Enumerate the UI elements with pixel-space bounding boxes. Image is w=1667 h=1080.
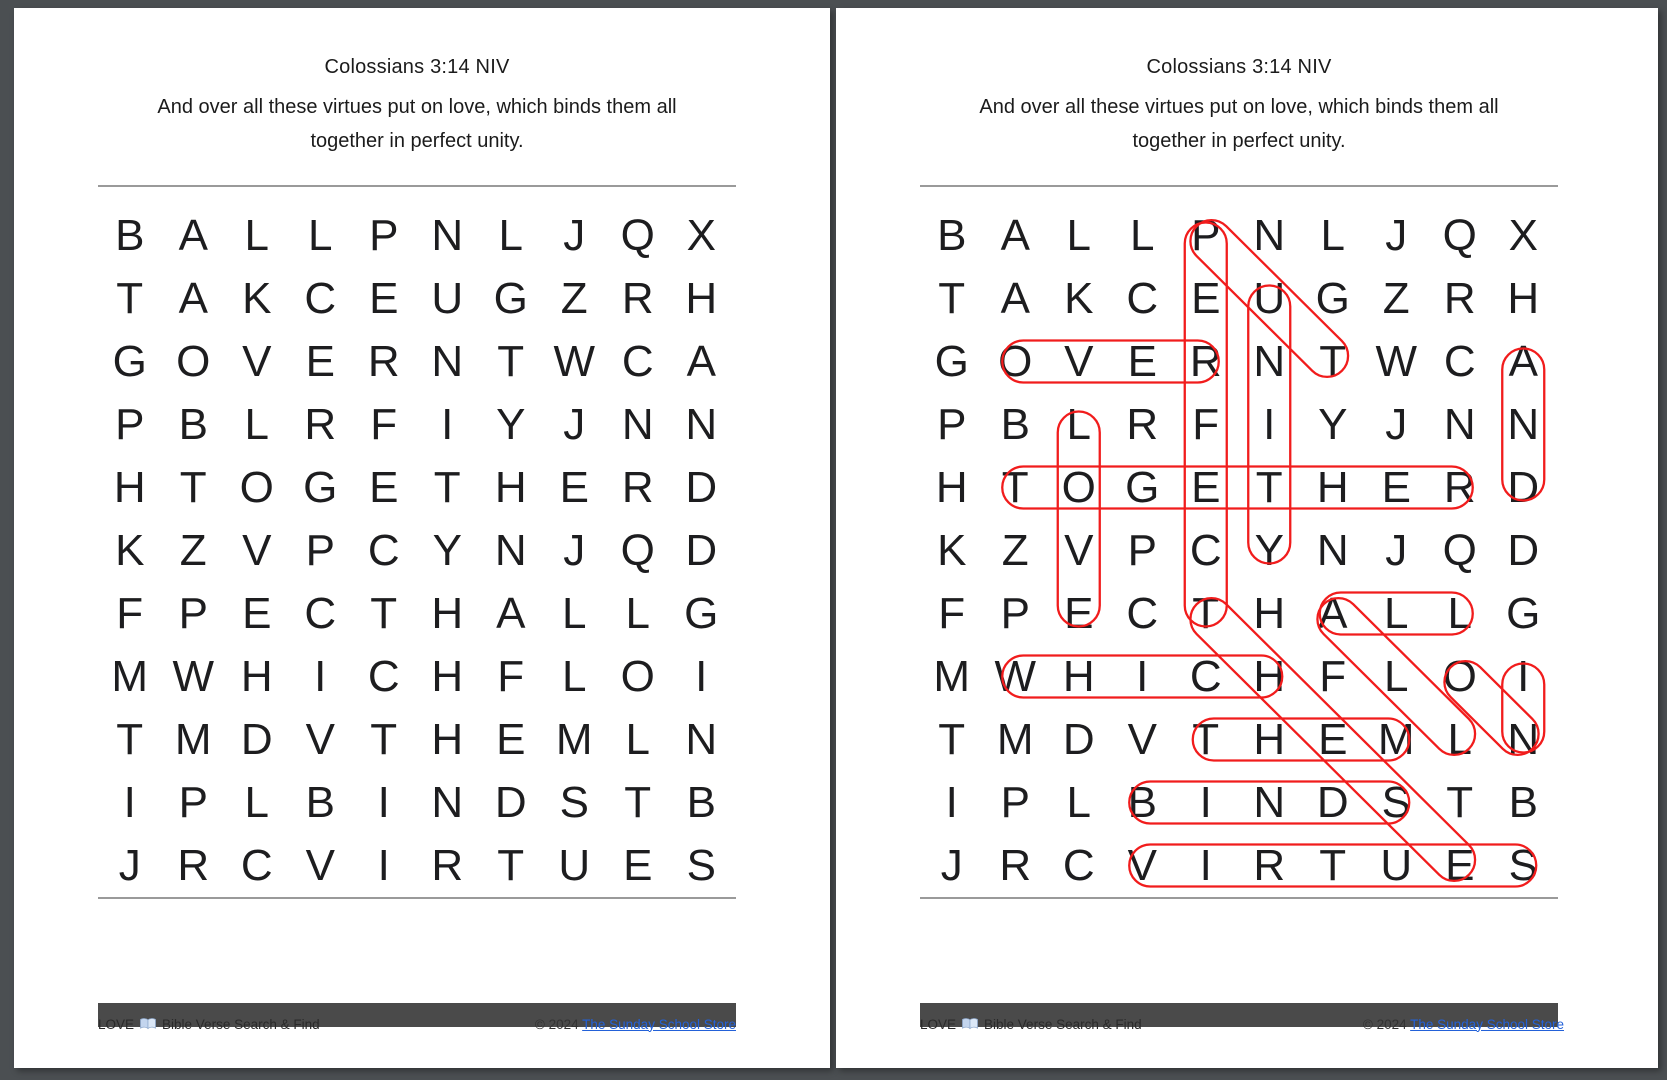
grid-letter: R <box>1126 399 1159 449</box>
grid-letter: I <box>377 840 390 890</box>
grid-letter: O <box>620 651 655 701</box>
grid-letter: H <box>113 462 146 512</box>
grid-letter: L <box>244 777 269 827</box>
grid-letter: D <box>494 777 527 827</box>
grid-letter: A <box>1318 588 1348 638</box>
grid-letter: L <box>244 210 269 260</box>
grid-letter: I <box>1136 651 1149 701</box>
grid-letter: I <box>1517 651 1530 701</box>
grid-letter: E <box>242 588 272 638</box>
grid-letter: D <box>685 525 718 575</box>
grid-letter: N <box>1507 399 1540 449</box>
grid-letter: P <box>115 399 145 449</box>
grid-letter: E <box>1318 714 1348 764</box>
grid-letter: Y <box>496 399 526 449</box>
grid-letter: N <box>685 714 718 764</box>
grid-letter: C <box>1126 588 1159 638</box>
grid-letter: A <box>1508 336 1538 386</box>
footer-title-prefix: LOVE <box>98 1016 135 1032</box>
grid-letter: I <box>1263 399 1276 449</box>
grid-letter: U <box>431 273 464 323</box>
grid-letter: M <box>111 651 149 701</box>
grid-letter: M <box>996 714 1034 764</box>
grid-letter: I <box>377 777 390 827</box>
grid-letter: E <box>1191 462 1221 512</box>
grid-letter: N <box>1443 399 1476 449</box>
grid-letter: I <box>695 651 708 701</box>
grid-letter: B <box>937 210 967 260</box>
grid-letter: V <box>1064 525 1094 575</box>
grid-letter: R <box>1253 840 1286 890</box>
grid-letter: O <box>998 336 1033 386</box>
grid-letter: B <box>115 210 145 260</box>
grid-letter: C <box>1189 651 1222 701</box>
grid-letter: J <box>563 210 586 260</box>
grid-letter: E <box>559 462 589 512</box>
grid-letter: R <box>367 336 400 386</box>
word-search-grid <box>98 204 733 897</box>
grid-letter: I <box>945 777 958 827</box>
grid-letter: W <box>172 651 215 701</box>
grid-letter: R <box>999 840 1032 890</box>
word-highlight-put <box>1182 211 1357 385</box>
grid-letter: P <box>1127 525 1157 575</box>
grid-letter: R <box>177 840 210 890</box>
verse-line-2: together in perfect unity. <box>310 130 524 152</box>
grid-letter: P <box>178 588 208 638</box>
grid-letter: B <box>305 777 335 827</box>
grid-letter: T <box>1319 840 1347 890</box>
grid-letter: U <box>1380 840 1413 890</box>
grid-letter: U <box>1253 273 1286 323</box>
word-search-grid-area <box>98 204 733 897</box>
grid-letter: L <box>1384 588 1409 638</box>
grid-letter: N <box>1253 777 1286 827</box>
grid-letter: T <box>116 273 144 323</box>
grid-letter: T <box>497 336 525 386</box>
grid-letter: C <box>367 651 400 701</box>
grid-letter: I <box>1199 777 1212 827</box>
grid-letter: H <box>494 462 527 512</box>
grid-letter: B <box>686 777 716 827</box>
footer-title <box>920 1017 1142 1032</box>
grid-letter: Q <box>620 525 655 575</box>
footer-store-link[interactable]: The Sunday School Store <box>582 1016 736 1032</box>
grid-letter: V <box>242 525 272 575</box>
grid-letter: C <box>621 336 654 386</box>
grid-letter: E <box>623 840 653 890</box>
grid-letter: J <box>1385 399 1408 449</box>
word-highlight-on <box>1436 652 1548 763</box>
grid-letter: N <box>1253 336 1286 386</box>
grid-letter: N <box>494 525 527 575</box>
grid-letter: N <box>431 210 464 260</box>
grid-letter: H <box>431 714 464 764</box>
grid-letter: L <box>1130 210 1155 260</box>
grid-letter: M <box>1377 714 1415 764</box>
grid-letter: H <box>1062 651 1095 701</box>
grid-letter: E <box>369 462 399 512</box>
grid-letter: A <box>1000 273 1030 323</box>
grid-letter: E <box>305 336 335 386</box>
grid-letter: H <box>1507 273 1540 323</box>
grid-letter: L <box>562 651 587 701</box>
grid-letter: P <box>178 777 208 827</box>
grid-letter: A <box>686 336 716 386</box>
footer-title-suffix: Bible Verse Search & Find <box>162 1016 320 1032</box>
grid-letter: G <box>1506 588 1541 638</box>
grid-letter: N <box>1316 525 1349 575</box>
grid-letter: Q <box>620 210 655 260</box>
grid-letter: T <box>1001 462 1029 512</box>
grid-letter: T <box>179 462 207 512</box>
verse-line-1: And over all these virtues put on love, which binds them all <box>157 96 677 118</box>
grid-letter: V <box>1127 714 1157 764</box>
grid-letter: O <box>1061 462 1096 512</box>
grid-letter: K <box>115 525 145 575</box>
word-highlight-over <box>1002 341 1219 383</box>
grid-letter: L <box>1066 777 1091 827</box>
grid-letter: H <box>431 651 464 701</box>
grid-letter: V <box>305 840 335 890</box>
copyright-year: © 2024 <box>1362 1016 1407 1032</box>
grid-letter: G <box>1315 273 1350 323</box>
grid-letter: F <box>497 651 525 701</box>
grid-letter: T <box>497 840 525 890</box>
divider-top <box>98 185 736 187</box>
grid-letter: L <box>1066 210 1091 260</box>
grid-letter: D <box>685 462 718 512</box>
grid-letter: K <box>937 525 967 575</box>
grid-letter: L <box>244 399 269 449</box>
grid-letter: G <box>684 588 719 638</box>
grid-letter: E <box>1445 840 1475 890</box>
grid-letter: I <box>441 399 454 449</box>
page-footer <box>98 1012 736 1036</box>
grid-letter: E <box>1127 336 1157 386</box>
grid-letter: J <box>940 840 963 890</box>
grid-letter: S <box>1508 840 1538 890</box>
grid-letter: F <box>1192 399 1220 449</box>
copyright-year: © 2024 <box>534 1016 579 1032</box>
word-highlight-and <box>1502 349 1544 501</box>
grid-letter: A <box>1000 210 1030 260</box>
grid-letter: J <box>563 525 586 575</box>
grid-letter: J <box>1385 525 1408 575</box>
grid-letter: R <box>621 462 654 512</box>
grid-letter: A <box>178 210 208 260</box>
footer-store-link[interactable]: The Sunday School Store <box>1410 1016 1564 1032</box>
grid-letter: R <box>621 273 654 323</box>
grid-letter: Z <box>1001 525 1029 575</box>
grid-letter: E <box>1381 462 1411 512</box>
grid-letter: I <box>123 777 136 827</box>
grid-letter: B <box>1508 777 1538 827</box>
grid-letter: E <box>496 714 526 764</box>
grid-letter: F <box>938 588 966 638</box>
grid-letter: F <box>370 399 398 449</box>
grid-letter: V <box>242 336 272 386</box>
grid-letter: O <box>239 462 274 512</box>
verse-line-2: together in perfect unity. <box>1132 130 1346 152</box>
grid-letter: G <box>112 336 147 386</box>
grid-letter: V <box>1064 336 1094 386</box>
verse-line-1: And over all these virtues put on love, which binds them all <box>979 96 1499 118</box>
grid-letter: F <box>116 588 144 638</box>
open-book-icon <box>961 1017 979 1031</box>
grid-letter: P <box>369 210 399 260</box>
grid-letter: L <box>498 210 523 260</box>
grid-letter: N <box>431 336 464 386</box>
grid-letter: V <box>1127 840 1157 890</box>
grid-letter: N <box>621 399 654 449</box>
grid-letter: D <box>1316 777 1349 827</box>
grid-letter: T <box>1192 588 1220 638</box>
grid-letter: C <box>240 840 273 890</box>
footer-title <box>98 1017 320 1032</box>
grid-letter: R <box>304 399 337 449</box>
grid-letter: T <box>433 462 461 512</box>
verse-text <box>900 90 1578 158</box>
grid-letter: P <box>937 399 967 449</box>
grid-letter: C <box>1189 525 1222 575</box>
grid-letter: T <box>624 777 652 827</box>
grid-letter: D <box>1507 462 1540 512</box>
grid-letter: M <box>555 714 593 764</box>
solution-overlay <box>920 204 1555 897</box>
grid-letter: D <box>1507 525 1540 575</box>
grid-letter: U <box>558 840 591 890</box>
grid-letter: H <box>431 588 464 638</box>
page-footer <box>920 1012 1564 1036</box>
grid-letter: R <box>1189 336 1222 386</box>
verse-text <box>78 90 756 158</box>
grid-letter: D <box>240 714 273 764</box>
grid-letter: C <box>1126 273 1159 323</box>
grid-letter: T <box>116 714 144 764</box>
grid-letter: T <box>370 588 398 638</box>
grid-letter: A <box>178 273 208 323</box>
grid-letter: J <box>563 399 586 449</box>
grid-letter: N <box>1253 210 1286 260</box>
grid-letter: V <box>305 714 335 764</box>
grid-letter: H <box>685 273 718 323</box>
grid-letter: T <box>1255 462 1283 512</box>
grid-letter: H <box>1316 462 1349 512</box>
footer-title-suffix: Bible Verse Search & Find <box>984 1016 1142 1032</box>
grid-letter: S <box>1381 777 1411 827</box>
grid-letter: G <box>493 273 528 323</box>
grid-letter: L <box>562 588 587 638</box>
grid-letter: J <box>118 840 141 890</box>
grid-letter: L <box>625 588 650 638</box>
grid-letter: L <box>1320 210 1345 260</box>
divider-bottom <box>920 897 1558 899</box>
grid-letter: N <box>431 777 464 827</box>
grid-letter: X <box>686 210 716 260</box>
grid-letter: H <box>1253 651 1286 701</box>
grid-letter: G <box>934 336 969 386</box>
grid-letter: S <box>559 777 589 827</box>
grid-letter: C <box>304 273 337 323</box>
grid-letter: N <box>1507 714 1540 764</box>
grid-letter: E <box>1191 273 1221 323</box>
puzzle-page <box>14 8 830 1068</box>
grid-letter: N <box>685 399 718 449</box>
grid-letter: B <box>1127 777 1157 827</box>
grid-letter: G <box>303 462 338 512</box>
word-highlight-love <box>1058 412 1100 627</box>
footer-title-prefix: LOVE <box>920 1016 957 1032</box>
grid-letter: E <box>1064 588 1094 638</box>
grid-letter: L <box>1066 399 1091 449</box>
divider-top <box>920 185 1558 187</box>
grid-letter: X <box>1508 210 1538 260</box>
grid-letter: A <box>496 588 526 638</box>
grid-letter: Q <box>1442 525 1477 575</box>
grid-letter: L <box>625 714 650 764</box>
page-title: Colossians 3:14 NIV <box>1146 56 1332 78</box>
grid-letter: W <box>553 336 596 386</box>
grid-letter: W <box>994 651 1037 701</box>
grid-letter: B <box>1000 399 1030 449</box>
grid-letter: D <box>1062 714 1095 764</box>
word-highlight-all <box>1309 589 1484 763</box>
grid-letter: O <box>1442 651 1477 701</box>
grid-letter: Q <box>1442 210 1477 260</box>
open-book-icon <box>139 1017 157 1031</box>
grid-letter: P <box>305 525 335 575</box>
grid-letter: L <box>308 210 333 260</box>
footer-copyright <box>1363 1017 1564 1032</box>
grid-letter: I <box>1199 840 1212 890</box>
grid-letter: F <box>1319 651 1347 701</box>
solution-page <box>836 8 1658 1068</box>
grid-letter: C <box>304 588 337 638</box>
grid-letter: L <box>1447 588 1472 638</box>
grid-letter: Z <box>560 273 588 323</box>
grid-letter: T <box>370 714 398 764</box>
word-highlight-perfect <box>1185 223 1227 627</box>
word-highlight-together <box>1002 467 1473 509</box>
grid-letter: K <box>242 273 272 323</box>
grid-letter: T <box>1192 714 1220 764</box>
grid-letter: T <box>938 273 966 323</box>
grid-letter: G <box>1125 462 1160 512</box>
grid-letter: Y <box>1318 399 1348 449</box>
grid-letter: P <box>1191 210 1221 260</box>
grid-letter: R <box>1443 462 1476 512</box>
grid-letter: H <box>240 651 273 701</box>
grid-letter: Y <box>1254 525 1284 575</box>
grid-letter: B <box>178 399 208 449</box>
grid-letter: E <box>369 273 399 323</box>
grid-letter: T <box>1319 336 1347 386</box>
grid-letter: C <box>367 525 400 575</box>
grid-letter: J <box>1385 210 1408 260</box>
grid-letter: Z <box>1382 273 1410 323</box>
grid-letter: C <box>1062 840 1095 890</box>
grid-letter: H <box>1253 714 1286 764</box>
grid-letter: Y <box>432 525 462 575</box>
grid-letter: S <box>686 840 716 890</box>
grid-letter: W <box>1375 336 1418 386</box>
grid-letter: R <box>1443 273 1476 323</box>
grid-letter: I <box>314 651 327 701</box>
grid-letter: L <box>1447 714 1472 764</box>
grid-letter: P <box>1000 777 1030 827</box>
grid-letter: P <box>1000 588 1030 638</box>
page-title: Colossians 3:14 NIV <box>324 56 510 78</box>
footer-copyright <box>535 1017 736 1032</box>
divider-bottom <box>98 897 736 899</box>
grid-letter: K <box>1064 273 1094 323</box>
grid-letter: H <box>1253 588 1286 638</box>
grid-letter: T <box>1446 777 1474 827</box>
grid-letter: M <box>933 651 971 701</box>
grid-letter: T <box>938 714 966 764</box>
grid-letter: C <box>1443 336 1476 386</box>
grid-letter: L <box>1384 651 1409 701</box>
grid-letter: H <box>935 462 968 512</box>
grid-letter: O <box>176 336 211 386</box>
word-search-grid-area <box>920 204 1555 897</box>
grid-letter: M <box>174 714 212 764</box>
grid-letter: R <box>431 840 464 890</box>
grid-letter: Z <box>179 525 207 575</box>
